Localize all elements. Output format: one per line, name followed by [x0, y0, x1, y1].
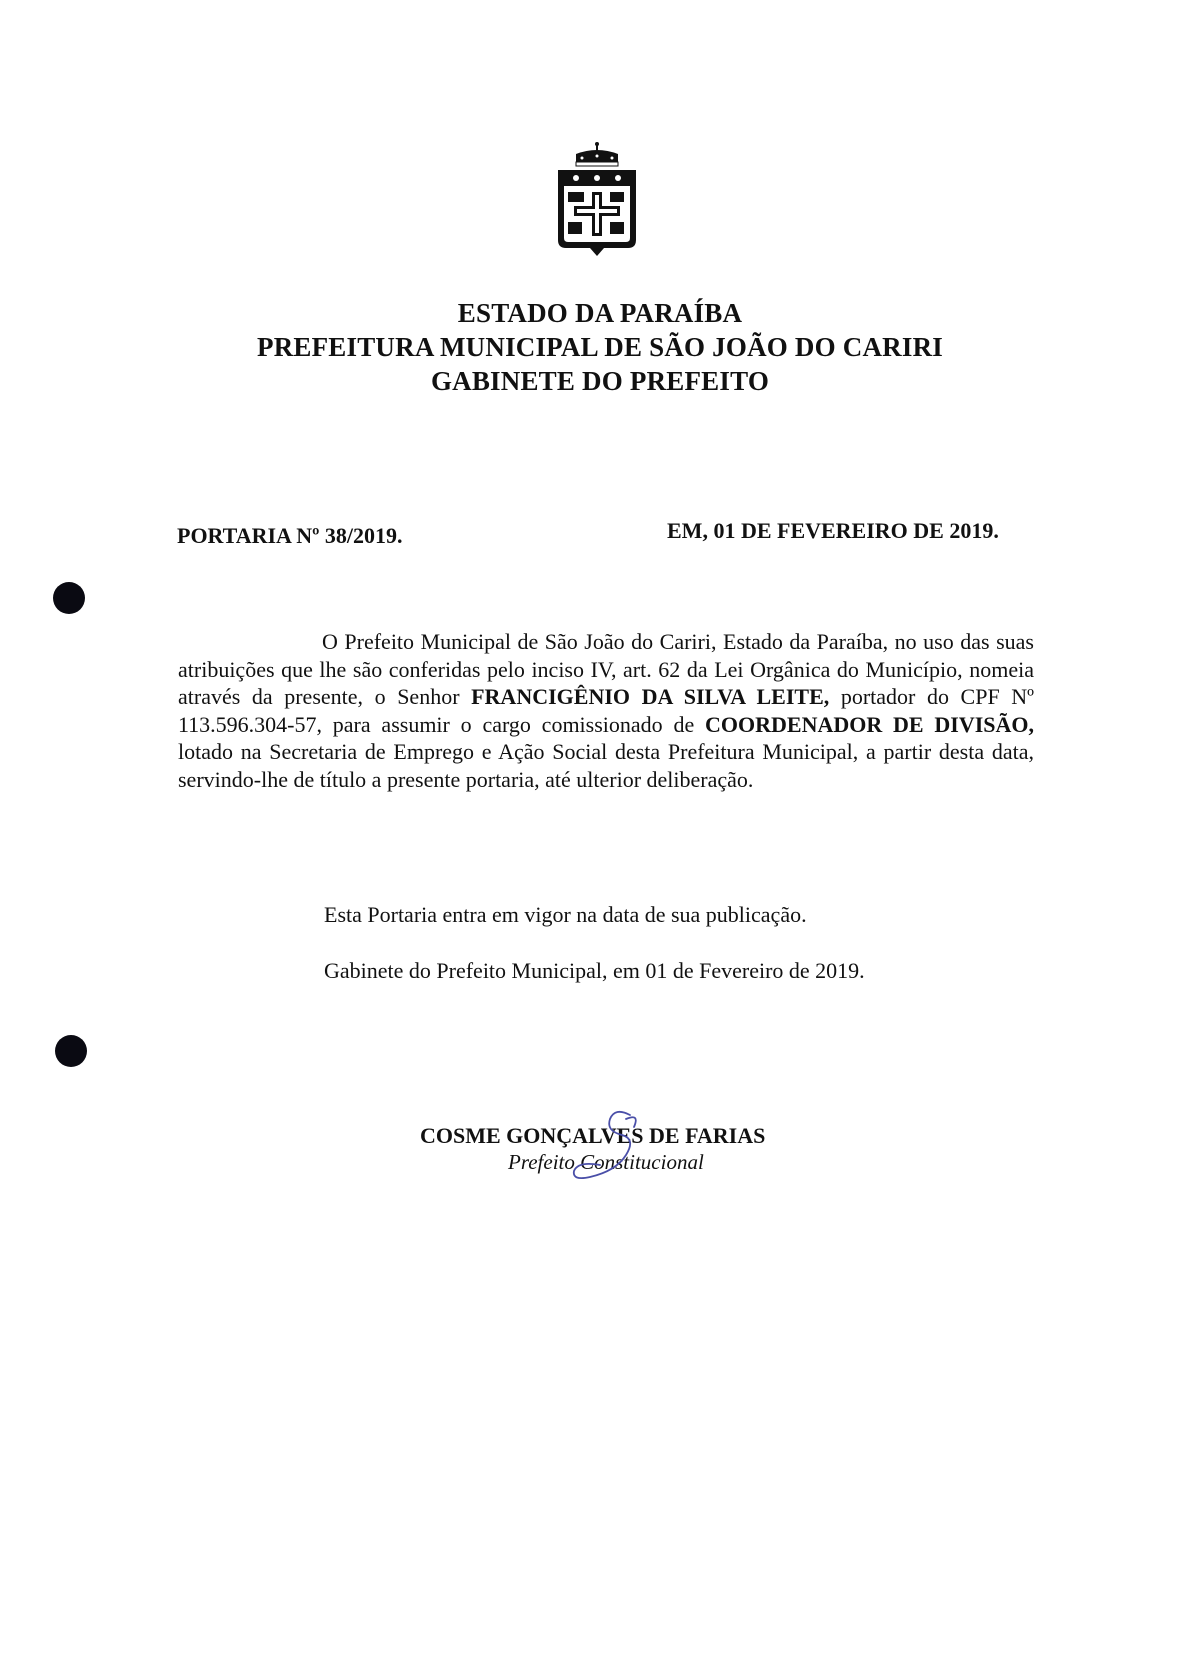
- signatory-name: COSME GONÇALVES DE FARIAS: [420, 1123, 766, 1148]
- document-number: PORTARIA Nº 38/2019.: [177, 523, 403, 548]
- letterhead: [180, 296, 1020, 398]
- vigor-paragraph: Esta Portaria entra em vigor na data de sua publicação.: [324, 902, 807, 927]
- body-text-part1: O Prefeito Municipal de São João do Cariri, Estado da Paraíba, no uso das suas atribuições que lhe são conferidas pelo inciso IV, art. 62 da Lei Orgânica do Município, nomeia através da presente, o Senhor: [178, 629, 1034, 709]
- appointee-name: FRANCIGÊNIO DA SILVA LEITE,: [471, 684, 830, 709]
- punch-hole-icon: [55, 1035, 87, 1067]
- office-name: GABINETE DO PREFEITO: [430, 366, 770, 396]
- punch-hole-icon: [53, 582, 85, 614]
- state-name: ESTADO DA PARAÍBA: [457, 298, 743, 328]
- signatory-title: Prefeito Constitucional: [508, 1150, 704, 1174]
- coat-of-arms-icon: [552, 140, 642, 258]
- municipality-name: PREFEITURA MUNICIPAL DE SÃO JOÃO DO CARIRI: [257, 332, 943, 362]
- handwritten-signature: [560, 1105, 680, 1195]
- gabinete-paragraph: Gabinete do Prefeito Municipal, em 01 de Fevereiro de 2019.: [324, 958, 865, 983]
- body-text-part2: portador do CPF Nº 113.596.304-57, para assumir o cargo comissionado de: [178, 684, 1034, 737]
- body-paragraph: [178, 628, 1034, 793]
- role-title: COORDENADOR DE DIVISÃO,: [705, 711, 1035, 737]
- document-date: EM, 01 DE FEVEREIRO DE 2019.: [667, 518, 999, 543]
- body-text-part3: lotado na Secretaria de Emprego e Ação Social desta Prefeitura Municipal, a partir desta data, servindo-lhe de título a presente portaria, até ulterior deliberação.: [178, 739, 1034, 792]
